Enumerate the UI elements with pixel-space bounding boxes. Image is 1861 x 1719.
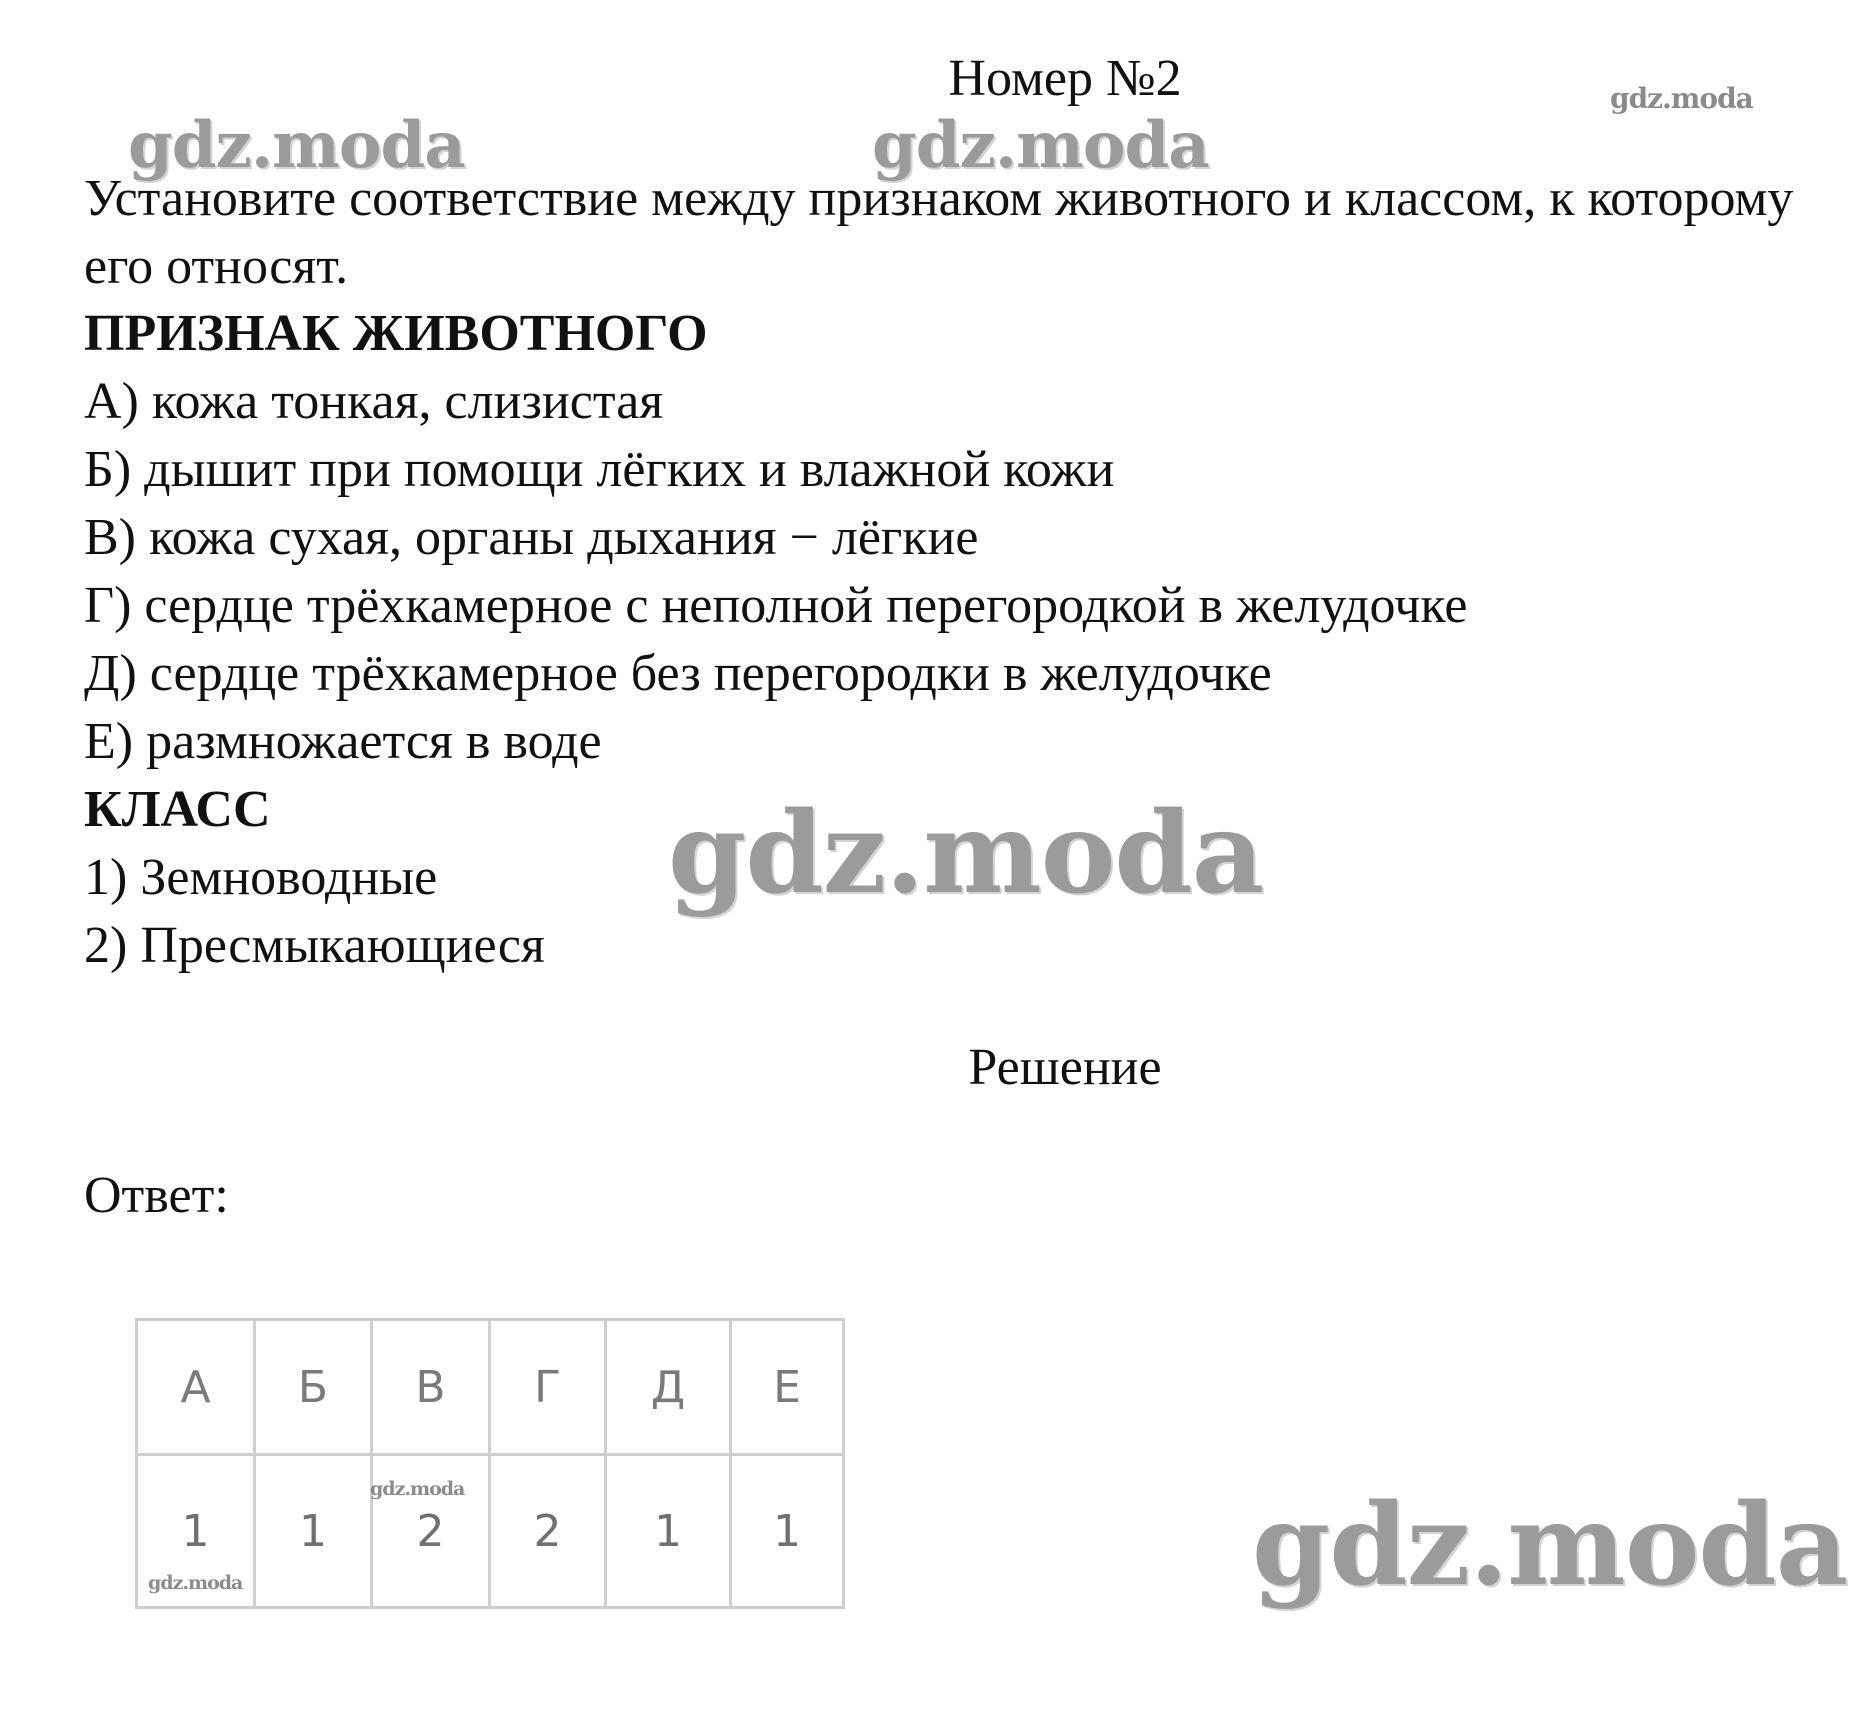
answer-value: 2	[372, 1455, 490, 1608]
page-title: Номер №2	[948, 50, 1182, 107]
answer-value: 1	[137, 1455, 255, 1608]
feature-item-v: В) кожа сухая, органы дыхания − лёгкие	[84, 509, 979, 566]
watermark-top-right: gdz.moda	[1610, 82, 1753, 115]
answer-letter: Б	[255, 1320, 372, 1455]
answer-value: 1	[606, 1455, 731, 1608]
watermark-table-corner: gdz.moda	[148, 1572, 243, 1594]
answer-letter: В	[372, 1320, 490, 1455]
features-heading: ПРИЗНАК ЖИВОТНОГО	[84, 305, 708, 362]
answer-letter: Е	[731, 1320, 844, 1455]
watermark-top-left: gdz.moda	[128, 108, 465, 183]
answer-label: Ответ:	[84, 1167, 229, 1224]
watermark-table-cell: gdz.moda	[370, 1478, 465, 1500]
feature-item-d: Д) сердце трёхкамерное без перегородки в желудочке	[84, 645, 1272, 702]
answer-value: 1	[255, 1455, 372, 1608]
answer-table	[135, 1318, 845, 1609]
watermark-top-center: gdz.moda	[872, 108, 1209, 183]
answer-letter: Д	[606, 1320, 731, 1455]
feature-item-b: Б) дышит при помощи лёгких и влажной кожи	[84, 441, 1115, 498]
feature-item-e: Е) размножается в воде	[84, 713, 602, 770]
watermark-middle: gdz.moda	[668, 788, 1264, 919]
answer-value: 1	[731, 1455, 844, 1608]
answer-letter: Г	[490, 1320, 606, 1455]
watermark-bottom-right: gdz.moda	[1252, 1480, 1848, 1611]
answer-table-values-row	[137, 1455, 844, 1608]
answer-letter: А	[137, 1320, 255, 1455]
class-item-2: 2) Пресмыкающиеся	[84, 917, 545, 974]
feature-item-a: А) кожа тонкая, слизистая	[84, 373, 664, 430]
feature-item-g: Г) сердце трёхкамерное с неполной перегородкой в желудочке	[84, 577, 1468, 634]
classes-heading: КЛАСС	[84, 781, 271, 838]
answer-table-letters-row	[137, 1320, 844, 1455]
class-item-1: 1) Земноводные	[84, 849, 438, 906]
answer-value: 2	[490, 1455, 606, 1608]
task-text: Установите соответствие между признаком животного и классом, к которому его относят.	[84, 170, 1794, 295]
solution-heading: Решение	[968, 1039, 1162, 1096]
